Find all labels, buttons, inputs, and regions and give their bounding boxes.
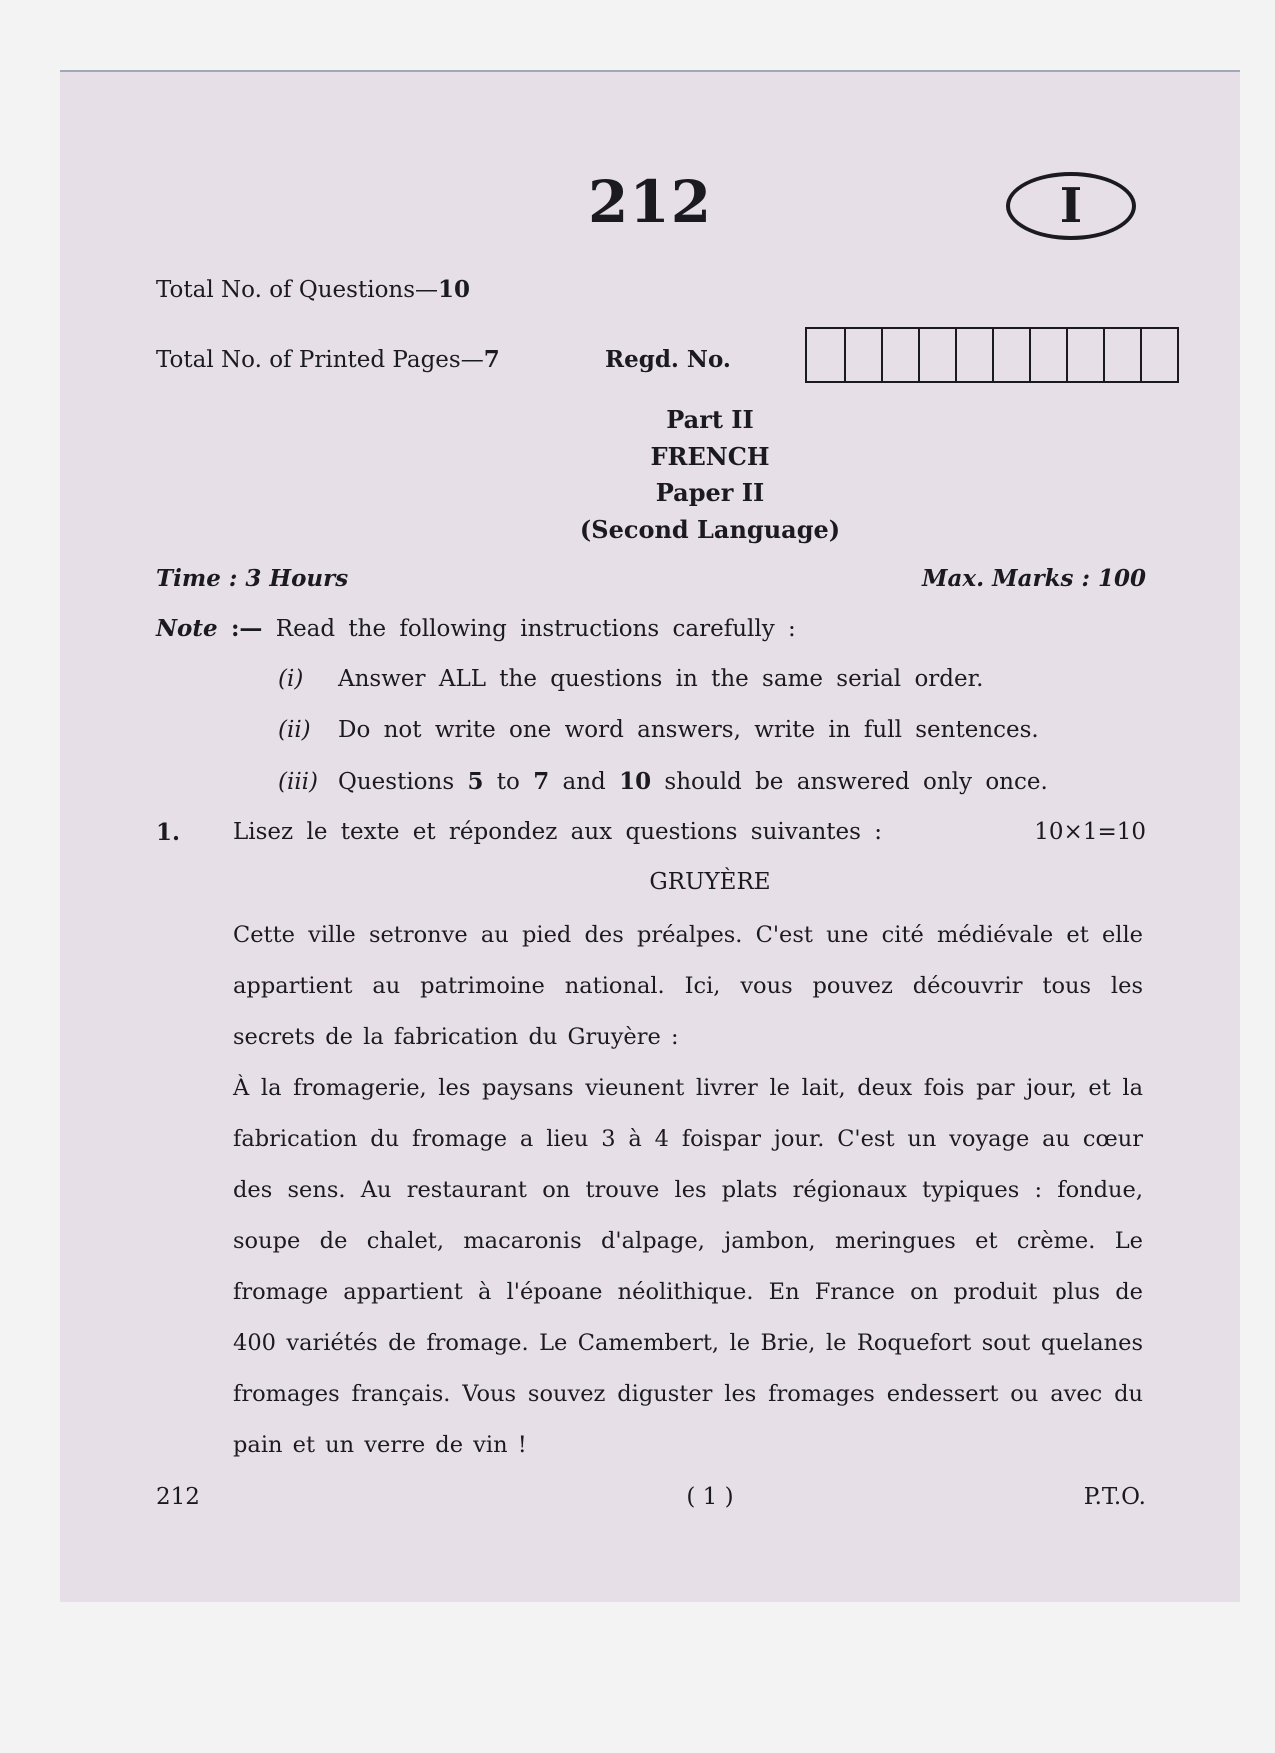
total-questions — [156, 276, 470, 303]
question-ref: 5 — [467, 768, 484, 795]
note-label: Note — [156, 615, 218, 642]
question-instruction: Lisez le texte et répondez aux questions suivantes : — [233, 819, 882, 845]
paper-code: 212 — [588, 168, 713, 236]
regd-box[interactable] — [1029, 329, 1066, 381]
exam-paper-sheet — [60, 70, 1240, 1602]
total-questions-value: 10 — [438, 276, 471, 303]
question-ref: 10 — [619, 768, 652, 795]
language-title: (Second Language) — [579, 515, 841, 544]
total-pages-label: Total No. of Printed Pages— — [156, 347, 484, 373]
instruction-number: (iii) — [278, 769, 319, 795]
time-limit: Time : 3 Hours — [156, 565, 349, 592]
instruction-text: Do not write one word answers, write in full sentences. — [338, 717, 1039, 743]
question-number: 1. — [156, 819, 181, 846]
regd-box[interactable] — [1066, 329, 1103, 381]
instruction-item — [278, 717, 1039, 743]
note-line — [156, 615, 796, 642]
instruction-text: to — [483, 769, 534, 795]
question-marks: 10×1=10 — [1034, 819, 1146, 845]
note-separator: :— — [230, 615, 263, 642]
passage-paragraph: Cette ville setronve au pied des préalpes. C'est une cité médiévale et elle appartient au patrimoine national. Ici, vous pouvez découvrir tous les secrets de la fabrication du Gruyère : — [233, 922, 1143, 1050]
regd-label: Regd. No. — [605, 346, 731, 373]
total-pages — [156, 346, 500, 373]
instruction-text: and — [549, 769, 620, 795]
total-pages-value: 7 — [483, 346, 500, 373]
instruction-number: (ii) — [278, 717, 311, 743]
part-title: Part II — [666, 405, 754, 434]
regd-box[interactable] — [807, 329, 844, 381]
regd-box[interactable] — [918, 329, 955, 381]
page-number: ( 1 ) — [686, 1484, 734, 1510]
regd-box[interactable] — [1140, 329, 1177, 381]
regd-box[interactable] — [881, 329, 918, 381]
footer-code: 212 — [156, 1484, 200, 1510]
subject-title: FRENCH — [650, 442, 770, 471]
regd-box[interactable] — [992, 329, 1029, 381]
regd-box[interactable] — [955, 329, 992, 381]
instruction-item — [278, 666, 983, 692]
instruction-text: should be answered only once. — [651, 769, 1048, 795]
instruction-text: Answer ALL the questions in the same serial order. — [338, 666, 984, 692]
paper-title: Paper II — [655, 478, 765, 507]
regd-box[interactable] — [1103, 329, 1140, 381]
instruction-text: Questions — [338, 769, 468, 795]
regd-box[interactable] — [844, 329, 881, 381]
total-questions-label: Total No. of Questions— — [156, 277, 439, 303]
set-badge — [1006, 172, 1136, 240]
passage-title: GRUYÈRE — [649, 869, 771, 895]
max-marks: Max. Marks : 100 — [922, 565, 1146, 592]
set-label: I — [1059, 178, 1083, 234]
regd-number-boxes[interactable] — [805, 327, 1179, 383]
instruction-number: (i) — [278, 666, 304, 692]
note-text: Read the following instructions carefully : — [275, 616, 796, 642]
passage-paragraph: À la fromagerie, les paysans vieunent livrer le lait, deux fois par jour, et la fabrication du fromage a lieu 3 à 4 foispar jour. C'est un voyage au cœur des sens. Au restaurant on trouve les plats régionaux typiques : fondue, soupe de chalet, macaronis d'alpage, jambon, meringues et crème. Le fromage appartient à l'époane néolithique. En France on produit plus de 400 variétés de fromage. Le Camembert, le Brie, le Roquefort sout quelanes fromages français. Vous souvez diguster les fromages endessert ou avec du pain et un verre de vin ! — [233, 1075, 1143, 1458]
instruction-item — [278, 768, 1048, 795]
question-ref: 7 — [533, 768, 550, 795]
pto-label: P.T.O. — [1083, 1484, 1146, 1510]
passage — [233, 910, 1143, 1471]
